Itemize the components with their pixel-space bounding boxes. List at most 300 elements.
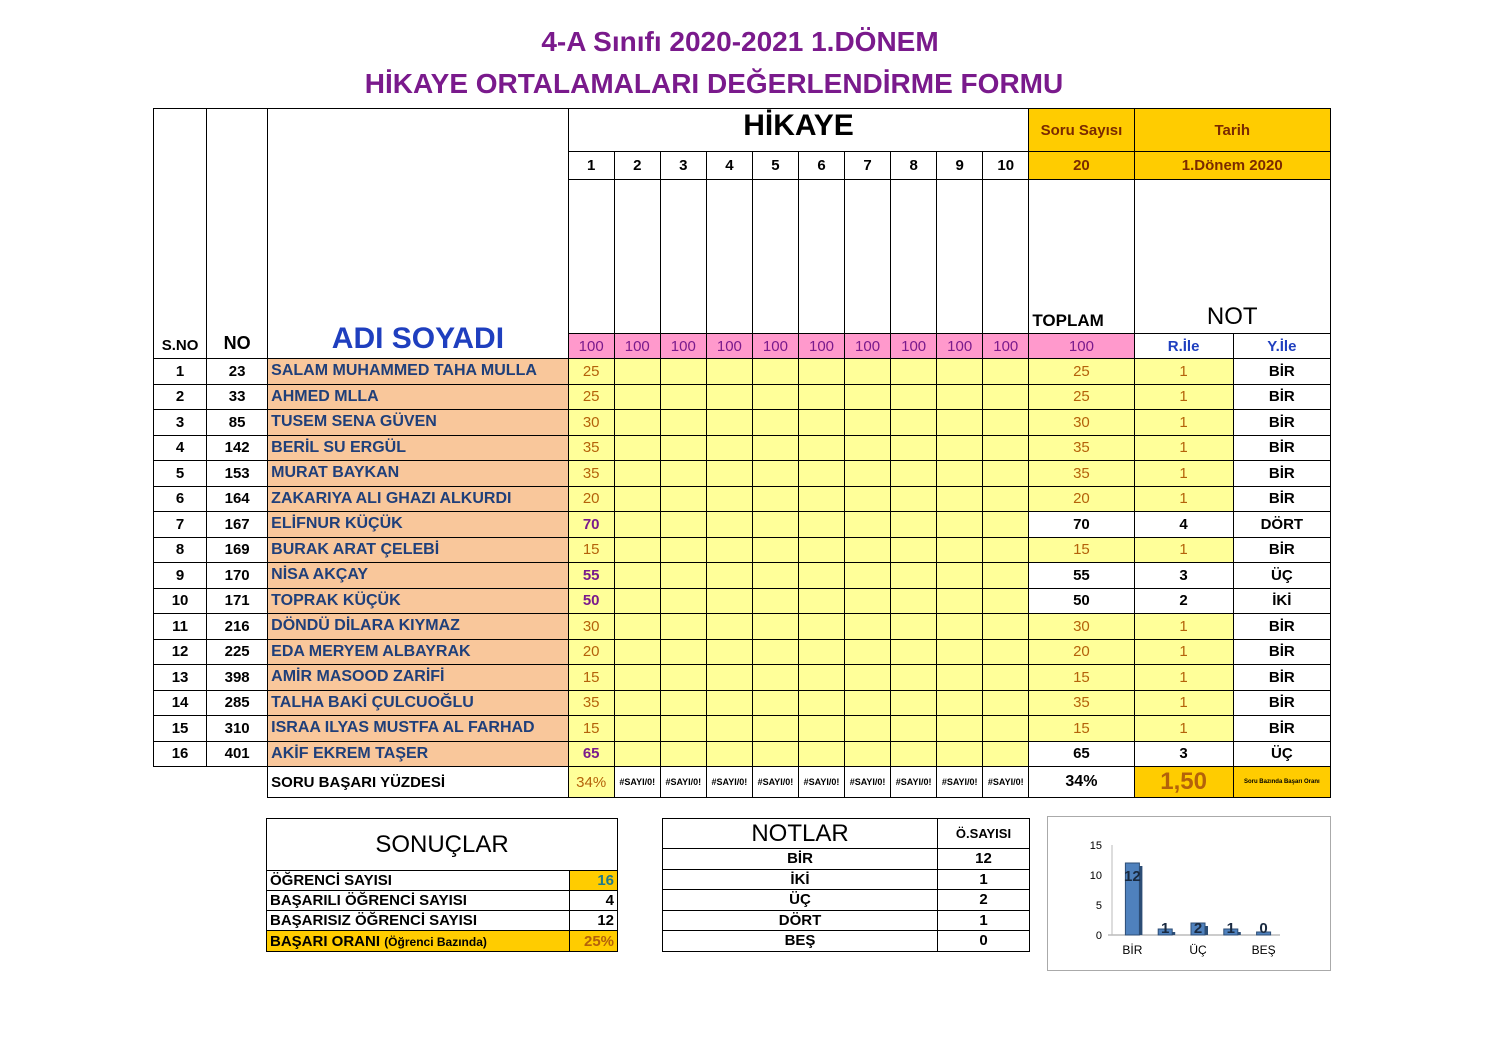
row-score-10 bbox=[983, 435, 1029, 461]
row-score-4 bbox=[706, 486, 752, 512]
sno-header: S.NO bbox=[154, 109, 207, 359]
row-score-4 bbox=[706, 435, 752, 461]
y-tick-label: 0 bbox=[1095, 930, 1102, 942]
row-score-6 bbox=[798, 486, 844, 512]
row-grade-word: BİR bbox=[1233, 639, 1330, 665]
row-score-2 bbox=[614, 461, 660, 487]
row-score-1: 20 bbox=[568, 639, 614, 665]
row-score-6 bbox=[798, 410, 844, 436]
row-score-10 bbox=[983, 410, 1029, 436]
row-score-6 bbox=[798, 435, 844, 461]
row-score-6 bbox=[798, 461, 844, 487]
row-score-7 bbox=[845, 461, 891, 487]
row-score-2 bbox=[614, 665, 660, 691]
row-sno: 2 bbox=[154, 384, 207, 410]
row-grade-number: 1 bbox=[1134, 461, 1233, 487]
row-score-10 bbox=[983, 384, 1029, 410]
row-score-1: 20 bbox=[568, 486, 614, 512]
story-number-2: 2 bbox=[614, 152, 660, 180]
row-score-10 bbox=[983, 614, 1029, 640]
row-sno: 13 bbox=[154, 665, 207, 691]
row-score-8 bbox=[891, 537, 937, 563]
row-sno: 10 bbox=[154, 588, 207, 614]
row-score-3 bbox=[660, 384, 706, 410]
row-score-5 bbox=[752, 461, 798, 487]
data-label: 2 bbox=[1193, 920, 1203, 937]
row-score-2 bbox=[614, 614, 660, 640]
story-blank-8 bbox=[891, 180, 937, 334]
total-header: TOPLAM bbox=[1029, 180, 1134, 334]
footer-label: SORU BAŞARI YÜZDESİ bbox=[268, 767, 568, 798]
data-label: 0 bbox=[1259, 920, 1268, 937]
row-score-7 bbox=[845, 563, 891, 589]
row-score-4 bbox=[706, 537, 752, 563]
date-label: Tarih bbox=[1134, 109, 1331, 152]
row-score-6 bbox=[798, 359, 844, 385]
x-tick-label: BEŞ bbox=[1251, 943, 1276, 957]
grade-word-header: Y.İle bbox=[1233, 334, 1330, 359]
row-score-9 bbox=[937, 384, 983, 410]
row-score-3 bbox=[660, 639, 706, 665]
row-score-7 bbox=[845, 410, 891, 436]
row-total: 30 bbox=[1029, 614, 1134, 640]
row-no: 310 bbox=[207, 716, 268, 742]
row-name: EDA MERYEM ALBAYRAK bbox=[268, 639, 568, 665]
story-blank-2 bbox=[614, 180, 660, 334]
row-total: 35 bbox=[1029, 461, 1134, 487]
story-number-5: 5 bbox=[752, 152, 798, 180]
page-subtitle: HİKAYE ORTALAMALARI DEĞERLENDİRME FORMU bbox=[364, 68, 1064, 99]
story-blank-3 bbox=[660, 180, 706, 334]
data-label: 12 bbox=[1124, 868, 1141, 885]
grades-count-header: Ö.SAYISI bbox=[938, 819, 1030, 849]
row-grade-word: BİR bbox=[1233, 537, 1330, 563]
row-score-10 bbox=[983, 741, 1029, 767]
grade-count: 1 bbox=[938, 910, 1030, 931]
table-row bbox=[154, 741, 1331, 767]
row-no: 401 bbox=[207, 741, 268, 767]
grade-label: BEŞ bbox=[663, 931, 938, 952]
row-total: 20 bbox=[1029, 639, 1134, 665]
y-tick-label: 5 bbox=[1095, 900, 1102, 912]
row-score-6 bbox=[798, 716, 844, 742]
chart-bar-side bbox=[1172, 932, 1175, 935]
date-value: 1.Dönem 2020 bbox=[1134, 152, 1331, 180]
row-score-10 bbox=[983, 665, 1029, 691]
row-sno: 12 bbox=[154, 639, 207, 665]
row-score-7 bbox=[845, 741, 891, 767]
row-score-4 bbox=[706, 410, 752, 436]
row-score-5 bbox=[752, 639, 798, 665]
row-score-10 bbox=[983, 461, 1029, 487]
grade-count: 0 bbox=[938, 931, 1030, 952]
row-score-3 bbox=[660, 716, 706, 742]
row-grade-number: 2 bbox=[1134, 588, 1233, 614]
row-score-5 bbox=[752, 435, 798, 461]
table-row bbox=[154, 435, 1331, 461]
row-score-10 bbox=[983, 588, 1029, 614]
list-item bbox=[663, 890, 1030, 911]
row-score-8 bbox=[891, 588, 937, 614]
row-grade-number: 3 bbox=[1134, 563, 1233, 589]
row-score-2 bbox=[614, 486, 660, 512]
row-score-5 bbox=[752, 359, 798, 385]
row-name: NİSA AKÇAY bbox=[268, 563, 568, 589]
row-score-5 bbox=[752, 410, 798, 436]
row-score-2 bbox=[614, 588, 660, 614]
table-row bbox=[154, 716, 1331, 742]
row-grade-number: 1 bbox=[1134, 690, 1233, 716]
row-score-2 bbox=[614, 716, 660, 742]
story-number-4: 4 bbox=[706, 152, 752, 180]
row-score-7 bbox=[845, 690, 891, 716]
row-name: AMİR MASOOD ZARİFİ bbox=[268, 665, 568, 691]
grade-table bbox=[153, 108, 1331, 798]
row-total: 35 bbox=[1029, 435, 1134, 461]
story-blank-6 bbox=[798, 180, 844, 334]
row-score-9 bbox=[937, 461, 983, 487]
y-tick-label: 15 bbox=[1089, 840, 1102, 852]
row-no: 85 bbox=[207, 410, 268, 436]
row-score-3 bbox=[660, 563, 706, 589]
footer-blank bbox=[154, 767, 268, 798]
row-score-9 bbox=[937, 716, 983, 742]
row-name: ELİFNUR KÜÇÜK bbox=[268, 512, 568, 538]
row-grade-number: 1 bbox=[1134, 537, 1233, 563]
grades-title: NOTLAR bbox=[663, 819, 938, 849]
row-grade-word: DÖRT bbox=[1233, 512, 1330, 538]
row-score-4 bbox=[706, 359, 752, 385]
row-score-3 bbox=[660, 359, 706, 385]
row-score-4 bbox=[706, 614, 752, 640]
row-grade-number: 1 bbox=[1134, 359, 1233, 385]
row-total: 30 bbox=[1029, 410, 1134, 436]
max-points-5: 100 bbox=[752, 334, 798, 359]
row-name: TALHA BAKİ ÇULCUOĞLU bbox=[268, 690, 568, 716]
list-item bbox=[663, 931, 1030, 952]
row-score-7 bbox=[845, 716, 891, 742]
row-score-9 bbox=[937, 741, 983, 767]
page-title: 4-A Sınıfı 2020-2021 1.DÖNEM bbox=[541, 26, 939, 57]
row-score-4 bbox=[706, 639, 752, 665]
row-score-8 bbox=[891, 486, 937, 512]
row-score-2 bbox=[614, 741, 660, 767]
row-score-10 bbox=[983, 359, 1029, 385]
failed-count-value: 12 bbox=[570, 911, 618, 931]
row-name: TOPRAK KÜÇÜK bbox=[268, 588, 568, 614]
row-score-4 bbox=[706, 665, 752, 691]
row-name: AKİF EKREM TAŞER bbox=[268, 741, 568, 767]
row-score-1: 30 bbox=[568, 614, 614, 640]
grade-number-header: R.İle bbox=[1134, 334, 1233, 359]
row-score-8 bbox=[891, 359, 937, 385]
row-score-4 bbox=[706, 588, 752, 614]
row-no: 169 bbox=[207, 537, 268, 563]
row-grade-number: 1 bbox=[1134, 665, 1233, 691]
row-score-8 bbox=[891, 461, 937, 487]
list-item bbox=[663, 869, 1030, 890]
row-score-3 bbox=[660, 537, 706, 563]
table-row bbox=[154, 410, 1331, 436]
row-score-2 bbox=[614, 512, 660, 538]
row-score-8 bbox=[891, 690, 937, 716]
row-score-9 bbox=[937, 563, 983, 589]
row-score-9 bbox=[937, 435, 983, 461]
row-score-10 bbox=[983, 690, 1029, 716]
story-number-1: 1 bbox=[568, 152, 614, 180]
max-points-1: 100 bbox=[568, 334, 614, 359]
row-grade-word: ÜÇ bbox=[1233, 741, 1330, 767]
row-grade-word: BİR bbox=[1233, 384, 1330, 410]
footer-error-3: #SAYI/0! bbox=[660, 767, 706, 798]
row-score-5 bbox=[752, 690, 798, 716]
row-total: 25 bbox=[1029, 384, 1134, 410]
row-sno: 11 bbox=[154, 614, 207, 640]
row-score-8 bbox=[891, 410, 937, 436]
row-no: 33 bbox=[207, 384, 268, 410]
row-score-6 bbox=[798, 588, 844, 614]
footer-error-8: #SAYI/0! bbox=[891, 767, 937, 798]
row-score-1: 15 bbox=[568, 716, 614, 742]
row-score-8 bbox=[891, 741, 937, 767]
row-total: 25 bbox=[1029, 359, 1134, 385]
row-sno: 6 bbox=[154, 486, 207, 512]
row-score-5 bbox=[752, 384, 798, 410]
row-grade-word: BİR bbox=[1233, 665, 1330, 691]
row-score-10 bbox=[983, 486, 1029, 512]
row-name: BURAK ARAT ÇELEBİ bbox=[268, 537, 568, 563]
row-score-5 bbox=[752, 537, 798, 563]
row-total: 15 bbox=[1029, 665, 1134, 691]
success-rate-title: BAŞARI ORANI bbox=[270, 932, 381, 950]
row-sno: 3 bbox=[154, 410, 207, 436]
story-blank-5 bbox=[752, 180, 798, 334]
row-score-9 bbox=[937, 537, 983, 563]
row-score-7 bbox=[845, 512, 891, 538]
row-sno: 15 bbox=[154, 716, 207, 742]
row-score-8 bbox=[891, 665, 937, 691]
success-rate-sub: (Öğrenci Bazında) bbox=[384, 934, 487, 949]
row-score-1: 35 bbox=[568, 461, 614, 487]
row-score-2 bbox=[614, 384, 660, 410]
row-grade-number: 1 bbox=[1134, 410, 1233, 436]
max-points-3: 100 bbox=[660, 334, 706, 359]
row-total: 50 bbox=[1029, 588, 1134, 614]
name-header: ADI SOYADI bbox=[268, 109, 568, 359]
row-score-5 bbox=[752, 563, 798, 589]
row-no: 170 bbox=[207, 563, 268, 589]
row-score-7 bbox=[845, 537, 891, 563]
story-blank-1 bbox=[568, 180, 614, 334]
row-score-3 bbox=[660, 486, 706, 512]
chart-svg bbox=[1048, 817, 1330, 970]
row-score-2 bbox=[614, 435, 660, 461]
row-score-8 bbox=[891, 639, 937, 665]
row-name: SALAM MUHAMMED TAHA MULLA bbox=[268, 359, 568, 385]
footer-first: 34% bbox=[568, 767, 614, 798]
row-grade-number: 1 bbox=[1134, 384, 1233, 410]
row-score-5 bbox=[752, 741, 798, 767]
table-row bbox=[154, 588, 1331, 614]
row-grade-word: BİR bbox=[1233, 690, 1330, 716]
grade-count: 2 bbox=[938, 890, 1030, 911]
grade-count: 1 bbox=[938, 869, 1030, 890]
row-score-2 bbox=[614, 690, 660, 716]
row-score-10 bbox=[983, 512, 1029, 538]
row-score-6 bbox=[798, 690, 844, 716]
row-total: 55 bbox=[1029, 563, 1134, 589]
row-score-4 bbox=[706, 716, 752, 742]
no-header: NO bbox=[207, 109, 268, 359]
story-number-3: 3 bbox=[660, 152, 706, 180]
footer-total: 34% bbox=[1029, 767, 1134, 798]
table-row bbox=[154, 665, 1331, 691]
row-grade-number: 1 bbox=[1134, 614, 1233, 640]
passed-count-label: BAŞARILI ÖĞRENCİ SAYISI bbox=[267, 891, 570, 911]
row-grade-word: BİR bbox=[1233, 614, 1330, 640]
row-grade-number: 1 bbox=[1134, 486, 1233, 512]
row-score-1: 15 bbox=[568, 665, 614, 691]
row-score-9 bbox=[937, 410, 983, 436]
max-points-4: 100 bbox=[706, 334, 752, 359]
row-score-5 bbox=[752, 512, 798, 538]
row-grade-number: 1 bbox=[1134, 639, 1233, 665]
row-score-8 bbox=[891, 512, 937, 538]
row-score-5 bbox=[752, 486, 798, 512]
row-sno: 16 bbox=[154, 741, 207, 767]
x-tick-label: ÜÇ bbox=[1189, 943, 1207, 957]
row-score-9 bbox=[937, 690, 983, 716]
row-score-5 bbox=[752, 716, 798, 742]
row-score-6 bbox=[798, 537, 844, 563]
row-score-3 bbox=[660, 588, 706, 614]
row-score-6 bbox=[798, 384, 844, 410]
footer-error-4: #SAYI/0! bbox=[706, 767, 752, 798]
failed-count-label: BAŞARISIZ ÖĞRENCİ SAYISI bbox=[267, 911, 570, 931]
footer-error-10: #SAYI/0! bbox=[983, 767, 1029, 798]
row-score-10 bbox=[983, 716, 1029, 742]
data-label: 1 bbox=[1161, 920, 1170, 937]
row-score-8 bbox=[891, 384, 937, 410]
row-grade-number: 1 bbox=[1134, 716, 1233, 742]
row-sno: 8 bbox=[154, 537, 207, 563]
row-score-9 bbox=[937, 665, 983, 691]
max-points-9: 100 bbox=[937, 334, 983, 359]
row-total: 15 bbox=[1029, 716, 1134, 742]
row-score-1: 35 bbox=[568, 435, 614, 461]
row-score-1: 35 bbox=[568, 690, 614, 716]
row-score-9 bbox=[937, 359, 983, 385]
row-name: ZAKARIYA ALI GHAZI ALKURDI bbox=[268, 486, 568, 512]
story-blank-10 bbox=[983, 180, 1029, 334]
story-number-9: 9 bbox=[937, 152, 983, 180]
row-score-7 bbox=[845, 486, 891, 512]
table-row bbox=[154, 486, 1331, 512]
data-label: 1 bbox=[1226, 920, 1235, 937]
row-score-1: 25 bbox=[568, 359, 614, 385]
story-blank-7 bbox=[845, 180, 891, 334]
story-number-8: 8 bbox=[891, 152, 937, 180]
row-grade-word: BİR bbox=[1233, 435, 1330, 461]
footer-average-note: Soru Bazında Başarı Oranı bbox=[1233, 767, 1330, 798]
story-header: HİKAYE bbox=[568, 109, 1029, 152]
table-row bbox=[154, 614, 1331, 640]
table-row bbox=[154, 359, 1331, 385]
row-score-9 bbox=[937, 486, 983, 512]
row-score-7 bbox=[845, 588, 891, 614]
row-score-5 bbox=[752, 665, 798, 691]
row-score-9 bbox=[937, 588, 983, 614]
story-number-7: 7 bbox=[845, 152, 891, 180]
row-score-1: 30 bbox=[568, 410, 614, 436]
row-score-6 bbox=[798, 741, 844, 767]
student-count-label: ÖĞRENCİ SAYISI bbox=[267, 871, 570, 891]
table-row bbox=[154, 639, 1331, 665]
story-blank-4 bbox=[706, 180, 752, 334]
student-count-value: 16 bbox=[570, 871, 618, 891]
table-row bbox=[154, 690, 1331, 716]
row-sno: 5 bbox=[154, 461, 207, 487]
row-score-8 bbox=[891, 435, 937, 461]
table-row bbox=[154, 537, 1331, 563]
grade-label: BİR bbox=[663, 849, 938, 870]
row-sno: 7 bbox=[154, 512, 207, 538]
row-no: 142 bbox=[207, 435, 268, 461]
row-grade-word: BİR bbox=[1233, 486, 1330, 512]
row-score-4 bbox=[706, 690, 752, 716]
story-number-6: 6 bbox=[798, 152, 844, 180]
row-score-4 bbox=[706, 512, 752, 538]
row-grade-word: BİR bbox=[1233, 461, 1330, 487]
row-score-6 bbox=[798, 639, 844, 665]
max-points-8: 100 bbox=[891, 334, 937, 359]
row-score-1: 65 bbox=[568, 741, 614, 767]
row-grade-number: 1 bbox=[1134, 435, 1233, 461]
row-name: DÖNDÜ DİLARA KIYMAZ bbox=[268, 614, 568, 640]
success-rate-label bbox=[267, 931, 570, 952]
footer-error-5: #SAYI/0! bbox=[752, 767, 798, 798]
row-score-8 bbox=[891, 614, 937, 640]
row-no: 398 bbox=[207, 665, 268, 691]
row-score-3 bbox=[660, 614, 706, 640]
row-name: MURAT BAYKAN bbox=[268, 461, 568, 487]
y-tick-label: 10 bbox=[1089, 870, 1102, 882]
row-score-5 bbox=[752, 614, 798, 640]
chart-bar-side bbox=[1238, 932, 1241, 935]
row-sno: 1 bbox=[154, 359, 207, 385]
row-score-7 bbox=[845, 665, 891, 691]
row-grade-word: BİR bbox=[1233, 410, 1330, 436]
row-score-10 bbox=[983, 639, 1029, 665]
max-points-10: 100 bbox=[983, 334, 1029, 359]
row-no: 167 bbox=[207, 512, 268, 538]
row-score-7 bbox=[845, 435, 891, 461]
row-score-8 bbox=[891, 563, 937, 589]
footer-error-6: #SAYI/0! bbox=[798, 767, 844, 798]
row-no: 153 bbox=[207, 461, 268, 487]
row-score-3 bbox=[660, 461, 706, 487]
story-number-10: 10 bbox=[983, 152, 1029, 180]
row-score-10 bbox=[983, 537, 1029, 563]
table-row bbox=[154, 461, 1331, 487]
row-score-4 bbox=[706, 384, 752, 410]
question-count-label: Soru Sayısı bbox=[1029, 109, 1134, 152]
list-item bbox=[663, 849, 1030, 870]
row-name: TUSEM SENA GÜVEN bbox=[268, 410, 568, 436]
table-row bbox=[154, 563, 1331, 589]
footer-average: 1,50 bbox=[1134, 767, 1233, 798]
row-score-7 bbox=[845, 359, 891, 385]
